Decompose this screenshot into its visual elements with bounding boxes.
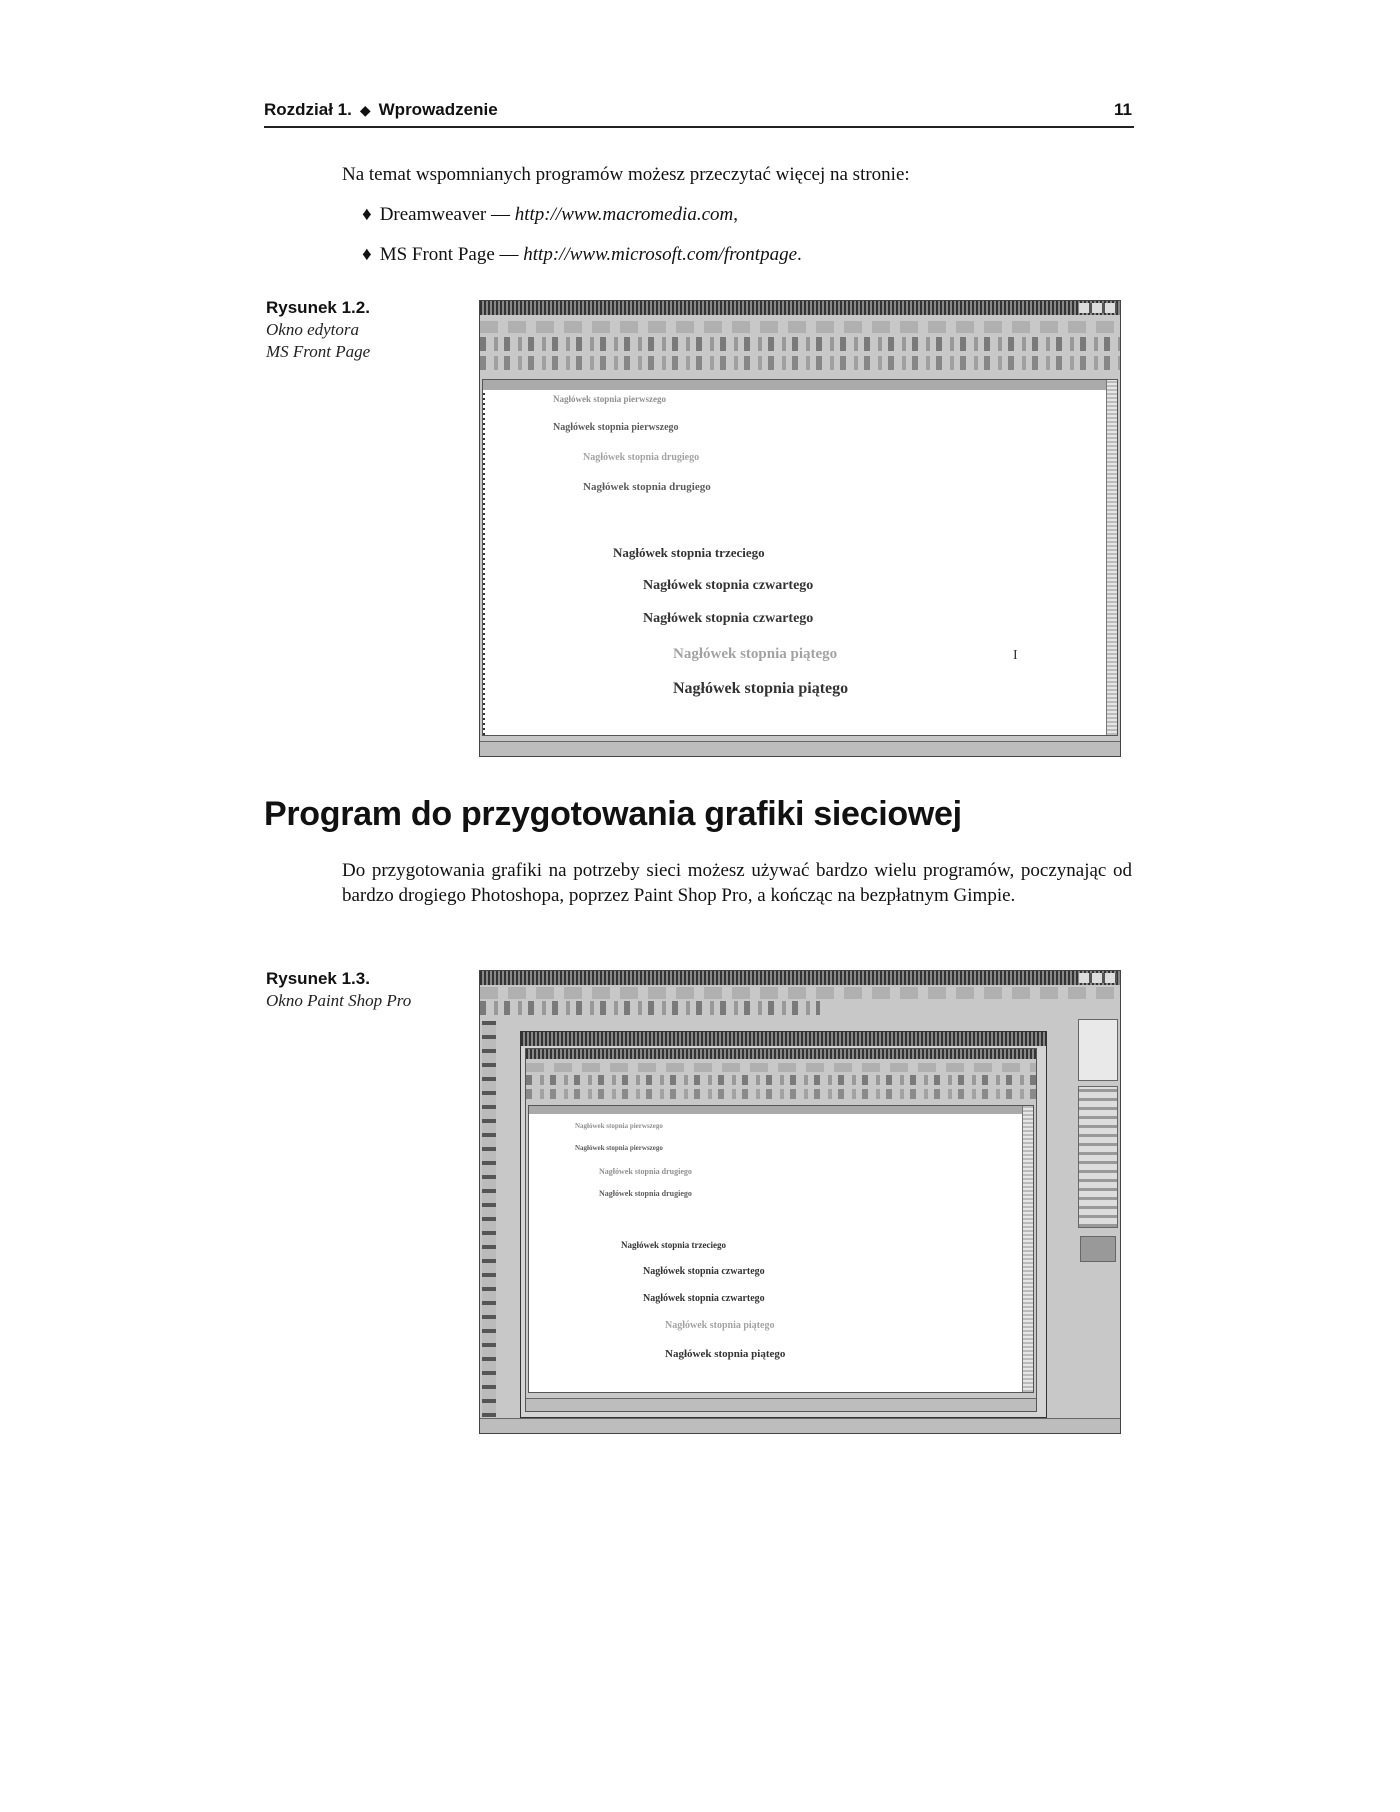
window-titlebar: [480, 971, 1120, 985]
page-number: 11: [1114, 100, 1132, 119]
text-cursor-icon: I: [1013, 648, 1018, 663]
embedded-formatting-toolbar: [526, 1089, 1036, 1099]
bullet-icon: ♦: [362, 204, 372, 225]
image-window: [520, 1031, 1047, 1418]
embedded-toolbar: [526, 1075, 1036, 1085]
bullet-item: [362, 202, 738, 228]
bullet-item: [362, 242, 802, 268]
running-header: [264, 100, 1134, 128]
intro-paragraph: Na temat wspomnianych programów możesz przeczytać więcej na stronie:: [342, 164, 910, 185]
toolbar: [480, 337, 1120, 351]
editor-page: [482, 379, 1118, 736]
body-paragraph: Do przygotowania grafiki na potrzeby sieci możesz używać bardzo wielu programów, poczynając od bardzo drogiego Photoshopa, poprzez Paint Shop Pro, a kończąc na bezpłatnym Gimpie.: [342, 860, 1132, 906]
preview-heading: Nagłówek stopnia drugiego: [583, 452, 700, 463]
caption-line: Okno Paint Shop Pro: [266, 991, 412, 1010]
tool-palette: [482, 1021, 496, 1417]
section-label: Wprowadzenie: [378, 100, 498, 119]
embedded-status-bar: [526, 1398, 1036, 1411]
caption-line: MS Front Page: [266, 342, 371, 361]
window-controls-icon: [1079, 303, 1117, 313]
embedded-menu-bar: [526, 1063, 1036, 1072]
menu-bar: [480, 987, 1120, 999]
running-header-chapter: [264, 100, 498, 120]
preview-heading: Nagłówek stopnia drugiego: [599, 1189, 692, 1198]
vertical-scrollbar: [1106, 380, 1117, 735]
caption-line: Okno edytora: [266, 320, 360, 339]
embedded-document-tab: [529, 1106, 1023, 1114]
bullet-punct: ,: [733, 204, 738, 225]
status-bar: [480, 741, 1120, 756]
document-tab: [483, 380, 1107, 390]
style-palette: [1078, 1086, 1118, 1228]
menu-bar: [480, 321, 1120, 333]
preview-heading: Nagłówek stopnia czwartego: [643, 611, 814, 626]
preview-heading: Nagłówek stopnia pierwszego: [575, 1122, 663, 1130]
bullet-icon: ♦: [362, 244, 372, 265]
chapter-label: Rozdział 1.: [264, 100, 352, 119]
window-titlebar: [480, 301, 1120, 315]
formatting-toolbar: [480, 356, 1120, 370]
preview-heading: Nagłówek stopnia trzeciego: [621, 1240, 726, 1250]
page-edge: [483, 390, 485, 735]
preview-heading: Nagłówek stopnia pierwszego: [553, 422, 679, 433]
figure-caption: [266, 297, 446, 363]
preview-heading: Nagłówek stopnia trzeciego: [613, 545, 765, 560]
preview-heading: Nagłówek stopnia czwartego: [643, 1293, 765, 1304]
paint-shop-pro-screenshot: [479, 970, 1121, 1434]
section-title: Program do przygotowania grafiki sieciowej: [264, 795, 962, 833]
diamond-icon: ◆: [359, 102, 371, 118]
bullet-link[interactable]: http://www.macromedia.com: [514, 204, 734, 225]
preview-heading: Nagłówek stopnia drugiego: [599, 1167, 692, 1176]
bullet-name: MS Front Page: [379, 244, 495, 265]
image-window-titlebar: [521, 1032, 1046, 1046]
preview-heading: Nagłówek stopnia pierwszego: [553, 394, 666, 404]
embedded-scrollbar: [1022, 1106, 1033, 1392]
embedded-editor-page: [528, 1105, 1034, 1393]
figure-number: Rysunek 1.3.: [266, 969, 370, 988]
preview-heading: Nagłówek stopnia czwartego: [643, 1266, 765, 1277]
frontpage-screenshot: [479, 300, 1121, 757]
bullet-dash: —: [486, 204, 515, 225]
preview-heading: Nagłówek stopnia piątego: [673, 646, 838, 662]
preview-heading: Nagłówek stopnia drugiego: [583, 481, 711, 493]
preview-heading: Nagłówek stopnia pierwszego: [575, 1144, 663, 1152]
bullet-dash: —: [494, 244, 524, 265]
figure-number: Rysunek 1.2.: [266, 298, 370, 317]
toolbar: [480, 1001, 820, 1015]
preview-heading: Nagłówek stopnia piątego: [665, 1348, 786, 1360]
embedded-frontpage-window: [525, 1048, 1037, 1412]
figure-caption: [266, 968, 446, 1012]
status-bar: [480, 1418, 1120, 1433]
bullet-punct: .: [797, 244, 802, 265]
color-palette: [1078, 1019, 1118, 1081]
preview-heading: Nagłówek stopnia piątego: [673, 680, 849, 697]
preview-heading: Nagłówek stopnia piątego: [665, 1320, 775, 1331]
bullet-link[interactable]: http://www.microsoft.com/frontpage: [523, 244, 798, 265]
embedded-titlebar: [526, 1049, 1036, 1059]
layer-palette: [1080, 1236, 1116, 1262]
preview-heading: Nagłówek stopnia czwartego: [643, 578, 814, 593]
bullet-name: Dreamweaver: [379, 204, 487, 225]
window-controls-icon: [1079, 973, 1117, 983]
